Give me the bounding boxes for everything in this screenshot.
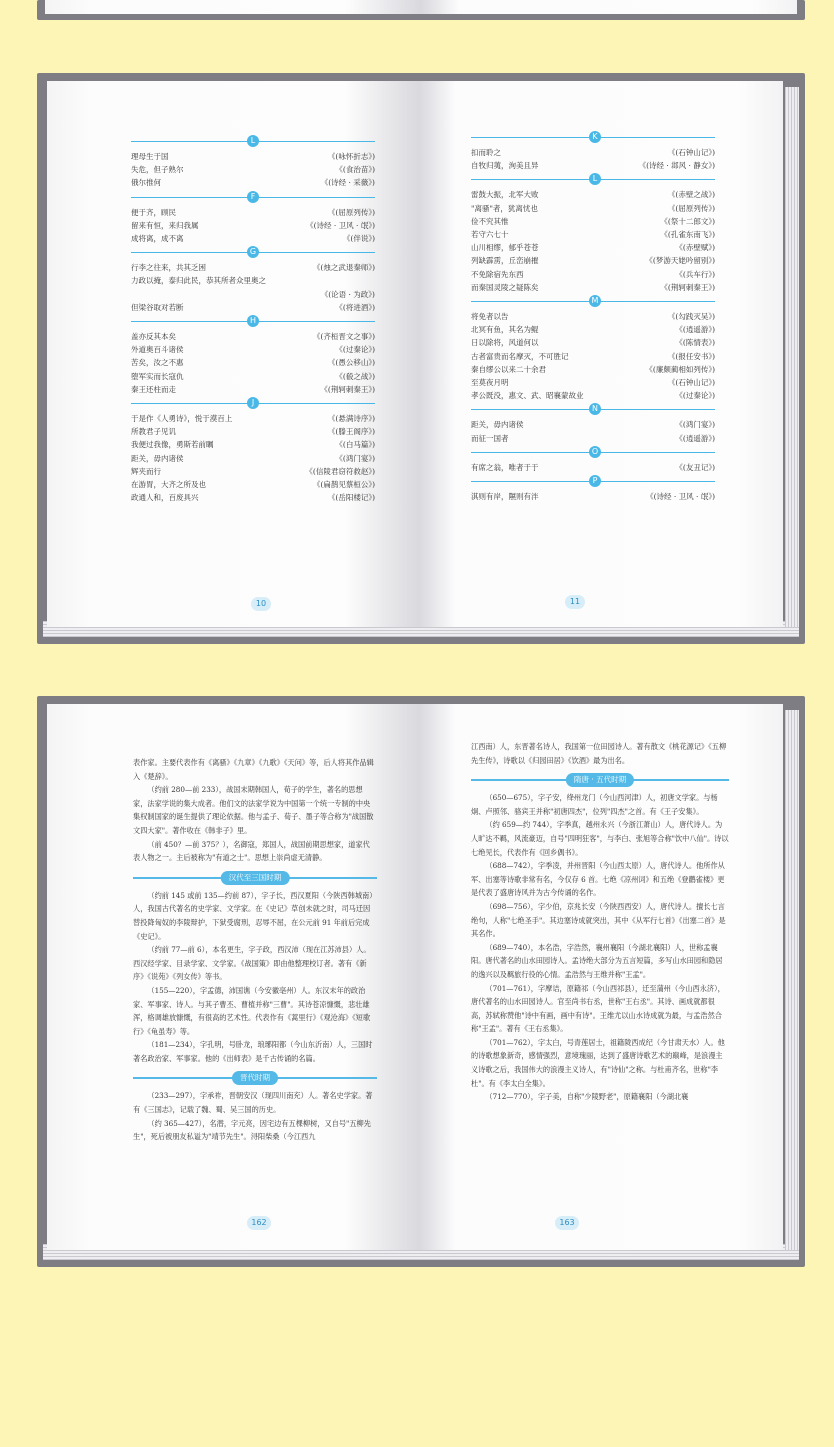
phrase-source: 《(友丑记》) (675, 462, 715, 472)
phrase-row (131, 151, 375, 164)
phrase-source: 《(食治苗》) (335, 165, 375, 175)
section-letter-badge: L (247, 135, 259, 147)
phrase-text: 秦王还柱而走 (131, 384, 176, 394)
phrase-row (471, 203, 715, 216)
phrase-source: 《(伴说》) (342, 234, 375, 243)
phrase-text: 堕军实而长寇仇 (131, 371, 184, 381)
phrase-source: 《(逍遥游》) (675, 325, 715, 335)
phrase-text: 淇则有岸，隰则有泮 (471, 492, 539, 501)
phrase-text: 若守六七十 (471, 230, 509, 239)
section-letter-badge: G (247, 246, 259, 258)
bio-paragraph: （约 365—427），名潜，字元亮，因宅边有五棵柳树，又自号"五柳先生"，死后被朋友私谥为"靖节先生"。浔阳柴桑（今江西九 (133, 1118, 371, 1142)
phrase-row (131, 453, 375, 466)
phrase-row (131, 439, 375, 452)
author-bios-right (471, 740, 729, 1104)
phrase-source: 《(齐桓晋文之事》) (312, 332, 375, 341)
phrase-row (471, 269, 715, 282)
phrase-text: 苦矣，汝之不惠 (131, 358, 184, 368)
page-number: 163 (555, 1216, 579, 1230)
phrase-source: 《(过秦论》) (675, 391, 715, 401)
phrase-row (471, 147, 715, 160)
page-11 (419, 81, 783, 627)
bio-paragraph: （689—740），本名浩，字浩然，襄州襄阳（今湖北襄阳）人，世称孟襄阳。唐代著名的山水田园诗人。孟诗绝大部分为五言短篇，多写山水田园和隐居的逸兴以及羁旅行役的心情。孟浩然与王维并称"王孟"。 (471, 942, 723, 979)
phrase-text: 所教君子见讥 (131, 427, 176, 437)
phrase-row (131, 289, 375, 302)
phrase-text: 失危，但子熟尔 (131, 165, 184, 175)
page-number: 162 (247, 1216, 271, 1230)
phrase-text: 日以除将，风道何以 (471, 338, 539, 348)
phrase-text: 不免除宿先东西 (471, 269, 524, 279)
phrase-text: 在游胃，大齐之所及也 (131, 480, 206, 489)
section-letter-badge: K (589, 131, 601, 143)
phrase-source: 《(诗经 · 邶风 · 静女》) (638, 161, 715, 171)
phrase-text: 有席之翁，唯者于于 (471, 462, 539, 472)
phrase-row (471, 491, 715, 504)
section-letter-badge: J (247, 397, 259, 409)
phrase-row (131, 302, 375, 315)
phrase-source: 《(孔雀东南飞》) (660, 230, 715, 239)
phrase-row (471, 419, 715, 432)
period-banner (471, 773, 729, 787)
phrase-text: 俄尔推何 (131, 178, 161, 188)
phrase-source: 《(勾践灭吴》) (667, 312, 715, 321)
phrase-source: 《(咏怀折志》) (327, 152, 375, 161)
bio-paragraph: （前 450？—前 375？），名御寇，郑国人，战国前期思想家，道家代表人物之一。主后被称为"有道之士"。思想上崇尚虚无清静。 (133, 839, 370, 863)
phrase-text: 孝公既没，惠文、武、昭襄蒙故业 (471, 391, 584, 401)
phrase-row (471, 433, 715, 446)
phrase-source: 《(报任安书》) (667, 351, 715, 361)
phrase-row (131, 413, 375, 426)
phrase-source: 《(石钟山记》) (667, 378, 715, 387)
page-163 (419, 704, 783, 1250)
section-letter-badge: L (589, 173, 601, 185)
phrase-row (471, 255, 715, 268)
phrase-source: 《(鸿门宴》) (675, 420, 715, 430)
bio-paragraph: （155—220），字孟德，沛国谯（今安徽亳州）人。东汉末年的政治家、军事家、诗人。与其子曹丕、曹植并称"三曹"。其诗苍凉慷慨，悲壮雄浑，格调雄放慷慨，有很高的艺术性。代表作有《蒿里行》《观沧海》《短歌行》《龟虽寿》等。 (133, 985, 371, 1036)
bio-paragraph: （698—756），字少伯，京兆长安（今陕西西安）人，唐代诗人。擅长七言绝句，人称"七绝圣手"。其边塞诗成就突出，其中《从军行七首》《出塞二首》是其名作。 (471, 901, 726, 939)
phrase-row (131, 466, 375, 479)
phrase-source: 《(烛之武退秦师》) (312, 263, 375, 273)
period-banner (133, 871, 377, 885)
phrase-row (131, 384, 375, 397)
phrase-source: 《(扁鹊见蔡桓公》) (312, 480, 375, 489)
phrase-text: 俭不究其惟 (471, 216, 509, 226)
page-10 (47, 81, 419, 627)
page-number: 11 (565, 595, 585, 609)
phrase-text: 至莫夜月明 (471, 378, 509, 387)
phrase-text: 扣而聆之 (471, 148, 501, 157)
bio-paragraph: （约前 77—前 6），本名更生，字子政，西汉沛（现在江苏沛县）人。西汉经学家、目录学家、文学家。《战国策》即由他整理校订者。著有《新序》《说苑》《列女传》等书。 (133, 945, 371, 982)
phrase-text: 而秦国灵陵之疑陈矣 (471, 282, 539, 292)
phrase-source: 《(信陵君窃符救赵》) (305, 466, 375, 476)
phrase-source: 《(愚公移山》) (327, 358, 375, 368)
phrase-row (131, 357, 375, 370)
phrase-row (471, 351, 715, 364)
phrase-row (131, 331, 375, 344)
phrase-source: 《(荆轲刺秦王》) (660, 282, 715, 292)
section-divider (131, 191, 375, 201)
phrase-row (471, 377, 715, 390)
bio-paragraph: （650—675），字子安，绛州龙门（今山西河津）人，初唐文学家。与杨炯、卢照邻、骆宾王并称"初唐四杰"，位列"四杰"之首。有《王子安集》。 (471, 793, 718, 816)
phrase-source: 《(殽之战》) (335, 371, 375, 381)
phrase-source: 《(鸿门宴》) (335, 453, 375, 463)
phrase-source: 《(梦游天姥吟留别》) (645, 256, 715, 266)
phrase-source: 《(悬满诗序》) (327, 414, 375, 423)
section-divider (471, 404, 715, 414)
phrase-row (131, 164, 375, 177)
book-spread-1 (37, 73, 805, 644)
phrase-text: 成将离，成不离 (131, 234, 184, 243)
phrase-row (471, 337, 715, 350)
bio-paragraph: （701—762），字太白，号青莲居士，祖籍陇西成纪（今甘肃天水）人。他的诗歌想象新奇，感情强烈，意境瑰丽，达到了盛唐诗歌艺术的巅峰，是浪漫主义诗歌之后，我国伟大的浪漫主义诗人，有"诗仙"之称。与杜甫齐名，世称"李杜"。有《李太白全集》。 (471, 1037, 725, 1088)
phrase-row (471, 216, 715, 229)
section-letter-badge: M (589, 295, 601, 307)
phrase-source: 《(诗经 · 卫风 · 氓》) (646, 492, 715, 501)
phrase-text: 政通人和，百废具兴 (131, 493, 199, 503)
phrase-source: 《(荆轲刺秦王》) (320, 384, 375, 394)
section-letter-badge: P (589, 475, 601, 487)
phrase-text: 自牧归荑，洵美且异 (471, 161, 539, 171)
phrase-row (471, 160, 715, 173)
phrase-source: 《(白马篇》) (335, 440, 375, 450)
phrase-source: 《(廉颇蔺相如列传》) (645, 364, 715, 374)
phrase-source: 《(逍遥游》) (675, 433, 715, 443)
phrase-text: 辉夹而行 (131, 466, 161, 476)
phrase-text: "离骚"者，犹离忧也 (471, 203, 538, 213)
book-spread-2 (37, 696, 805, 1267)
section-divider (471, 174, 715, 184)
phrase-row (471, 189, 715, 202)
phrase-row (131, 233, 375, 246)
phrase-text: 将免者以告 (471, 312, 509, 321)
phrase-text: 便于齐，顾民 (131, 207, 176, 217)
section-divider (471, 132, 715, 141)
section-divider (131, 136, 375, 145)
section-divider (131, 316, 375, 325)
phrase-source: 《(赤壁赋》) (675, 243, 715, 253)
bio-paragraph: （181—234），字孔明，号卧龙，琅琊阳都（今山东沂南）人，三国时著名政治家、军事家。他的《出师表》是千古传诵的名篇。 (133, 1040, 373, 1063)
section-letter-badge: F (247, 191, 259, 203)
phrase-row (471, 390, 715, 403)
phrase-row (131, 344, 375, 357)
phrase-row (471, 364, 715, 377)
phrase-text: 距关，毋内诸侯 (131, 453, 184, 463)
phrase-source: 《(论语 · 为政》) (320, 289, 375, 299)
phrase-row (471, 462, 715, 475)
phrase-source: 《(诗经 · 卫风 · 氓》) (306, 220, 375, 230)
phrase-row (471, 242, 715, 255)
phrase-row (471, 229, 715, 242)
period-banner-label: 晋代时期 (232, 1071, 278, 1085)
phrase-source: 《(岳阳楼记》) (327, 493, 375, 503)
phrase-source: 《(陈情表》) (675, 338, 715, 348)
section-letter-badge: N (589, 403, 601, 415)
phrase-text: 雷鼓大振，北军大败 (471, 190, 539, 200)
phrase-text: 外道奥百斗诸侯 (131, 345, 184, 355)
phrase-text: 北冥有鱼，其名为鲲 (471, 325, 539, 335)
section-divider (131, 247, 375, 257)
phrase-source: 《(屈原列传》) (667, 203, 715, 213)
phrase-source: 《(兵车行》) (675, 269, 715, 279)
page-number: 10 (251, 597, 271, 611)
phrase-text: 行李之往来，共其乏困 (131, 263, 206, 273)
author-bios-left (133, 756, 377, 1144)
phrase-row (471, 282, 715, 295)
phrase-row (131, 262, 375, 275)
phrase-source: 《(石钟山记》) (667, 148, 715, 157)
bio-paragraph: （701—761），字摩诘，原籍祁（今山西祁县），迁至蒲州（今山西永济），唐代著名的山水田园诗人。官至尚书右丞，世称"王右丞"。其诗、画成就都很高，苏轼称赞他"诗中有画，画中有诗"。王维尤以山水诗成就为最，与孟浩然合称"王孟"。著有《王右丞集》。 (471, 983, 725, 1034)
phrase-row (131, 426, 375, 439)
section-divider (471, 446, 715, 456)
phrase-row (471, 324, 715, 337)
phrase-text: 理母生于国 (131, 152, 169, 161)
phrase-text: 秦自缪公以来二十余君 (471, 364, 546, 374)
phrase-text: 古者富贵而名摩灭，不可胜记 (471, 351, 569, 361)
phrase-text: 列缺霹雳，丘峦崩摧 (471, 256, 539, 266)
phrase-source: 《(祭十二郎文》) (660, 216, 715, 226)
phrase-text: 山川相缪，郁乎苍苍 (471, 243, 539, 253)
section-divider (471, 296, 715, 305)
phrase-text: 距关，毋内诸侯 (471, 420, 524, 430)
period-banner (133, 1071, 377, 1085)
phrase-source: 《(过秦论》) (335, 345, 375, 355)
phrase-row (131, 220, 375, 233)
section-divider (471, 476, 715, 485)
phrase-row (131, 275, 375, 288)
phrase-row (131, 371, 375, 384)
bio-paragraph: 江西南）人，东晋著名诗人，我国第一位田园诗人。著有散文《桃花源记》《五柳先生传》，诗歌以《归园田居》《饮酒》最为出名。 (471, 742, 727, 765)
phrase-text: 盖亦反其本矣 (131, 332, 176, 341)
phrase-text: 但梁谷取对若断 (131, 302, 184, 312)
section-letter-badge: O (589, 446, 601, 458)
bio-paragraph: （712—770），字子美，自称"少陵野老"，原籍襄阳（今湖北襄 (485, 1092, 689, 1102)
phrase-source: 《(将进酒》) (335, 302, 375, 312)
bio-paragraph: 表作家。主要代表作有《离骚》《九章》《九歌》《天问》等，后人将其作品辑入《楚辞》。 (133, 758, 374, 781)
phrase-source: 《(赤壁之战》) (667, 190, 715, 200)
book-top-partial (37, 0, 805, 20)
phrase-row (131, 492, 375, 505)
phrase-text: 而征一国者 (471, 433, 509, 443)
period-banner-label: 隋唐 · 五代时期 (566, 773, 634, 787)
phrase-source: 《(屈原列传》) (327, 207, 375, 217)
phrase-text: 留来有恒，来归我属 (131, 220, 199, 230)
bio-paragraph: （约前 280—前 233），战国末期韩国人，荀子的学生，著名的思想家，法家学说的集大成者。他们文的法家学说为中国第一个统一专制的中央集权制国家的诞生提供了理论依据。他与孟子、荀子、墨子等合称为"战国散文四大家"。著作收在《韩非子》里。 (133, 785, 374, 835)
phrase-row (471, 311, 715, 324)
section-divider (131, 398, 375, 407)
period-banner-label: 汉代至三国时期 (221, 871, 290, 885)
phrase-text: 力政以掩，泰归此民，恭其所者众里奥之 (131, 276, 266, 286)
bio-paragraph: （约 659—约 744），字季真，越州永兴（今浙江萧山）人，唐代诗人。为人旷达不羁，风流豪迈，自号"四明狂客"，与李白、张旭等合称"饮中八仙"。诗以七绝见长，代表作有《回乡偶书》。 (471, 820, 729, 857)
bio-paragraph: （约前 145 或前 135—约前 87），字子长，西汉夏阳（今陕西韩城南）人，我国古代著名的史学家、文学家。在《史记》草创未就之时，司马迁因替投降匈奴的李陵辩护，下狱受腐刑，忍辱不屈，在公元前 91 年前后完成《史记》。 (133, 890, 377, 941)
bio-paragraph: （233—297），字承祚，晋朝安汉（现四川南充）人。著名史学家。著有《三国志》，记载了魏、蜀、吴三国的历史。 (133, 1091, 373, 1115)
phrase-row (131, 207, 375, 220)
page-162 (47, 704, 419, 1250)
phrase-row (131, 479, 375, 492)
phrase-text: 于是作《人勇诗》，悦于漠百上 (131, 414, 233, 423)
phrase-text: 我便过我像，勇斯若前瞩 (131, 440, 214, 450)
phrase-source: 《(滕王阁序》) (327, 427, 375, 437)
section-letter-badge: H (247, 315, 259, 327)
phrase-row (131, 177, 375, 190)
phrase-source: 《(诗经 · 采薇》) (320, 178, 375, 188)
bio-paragraph: （688—742），字季凌，并州晋阳（今山西太原）人，唐代诗人。他所作从军、出塞等诗歌非常有名，今仅存 6 首。七绝《凉州词》和五绝《登鹳雀楼》更是代表了盛唐诗风并为古今传诵的名作。 (471, 861, 725, 898)
